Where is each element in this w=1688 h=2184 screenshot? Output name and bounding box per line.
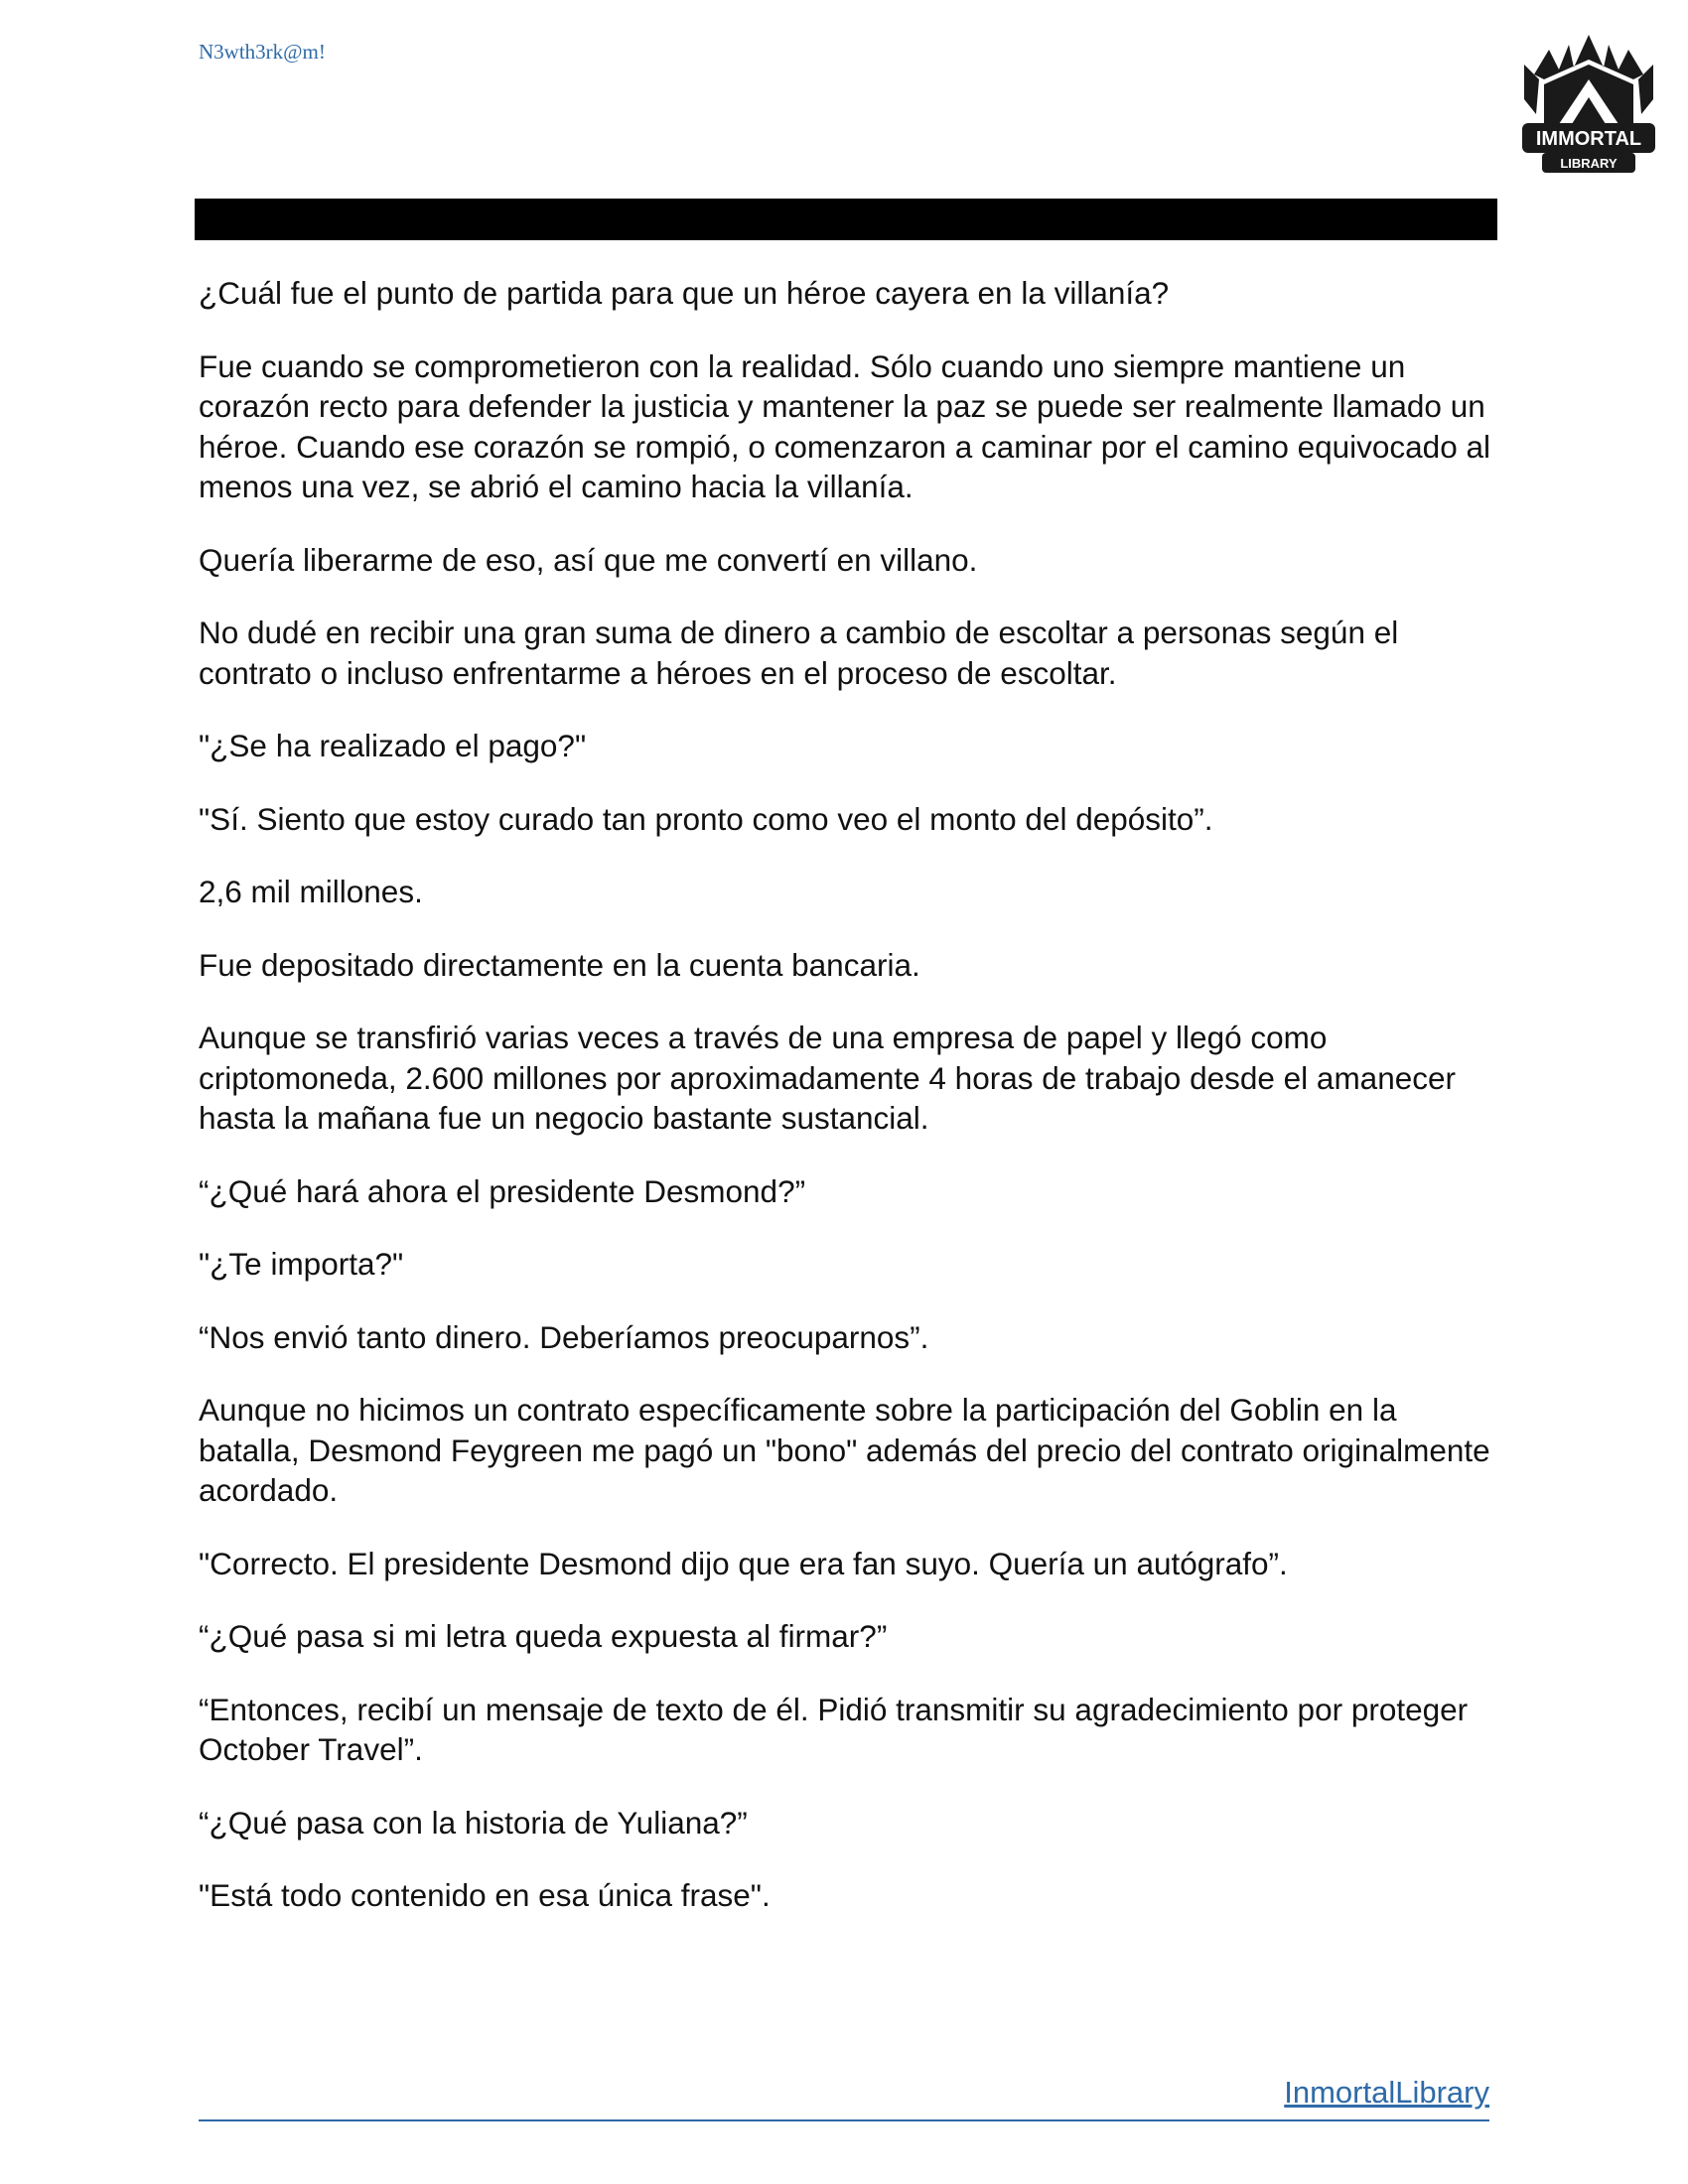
footer-link[interactable]: InmortalLibrary [1284, 2075, 1489, 2110]
paragraph: ¿Cuál fue el punto de partida para que un héroe cayera en la villanía? [199, 275, 1170, 311]
paragraph: "¿Te importa?" [199, 1246, 404, 1282]
paragraph: 2,6 mil millones. [199, 874, 423, 909]
paragraph: "Está todo contenido en esa única frase". [199, 1877, 771, 1913]
paragraph: “¿Qué hará ahora el presidente Desmond?” [199, 1172, 806, 1209]
paragraph: Aunque se transfirió varias veces a través de una empresa de papel y llegó como criptomoneda, 2.600 millones por aproximadamente 4 horas de trabajo desde el amanecer hasta la mañana fue un negocio bastante sustancial. [199, 1020, 1456, 1136]
immortal-library-logo [1514, 20, 1663, 179]
title-bar [195, 199, 1497, 240]
document-body [199, 273, 1499, 1949]
logo-text-library: LIBRARY [1560, 156, 1618, 171]
paragraph: "Correcto. El presidente Desmond dijo que era fan suyo. Quería un autógrafo”. [199, 1545, 1288, 1581]
paragraph: "Sí. Siento que estoy curado tan pronto como veo el monto del depósito”. [199, 800, 1213, 837]
footer [199, 2075, 1489, 2121]
paragraph: No dudé en recibir una gran suma de dinero a cambio de escoltar a personas según el contrato o incluso enfrentarme a héroes en el proceso de escoltar. [199, 614, 1399, 691]
paragraph: “¿Qué pasa si mi letra queda expuesta al firmar?” [199, 1618, 888, 1654]
paragraph: “Entonces, recibí un mensaje de texto de él. Pidió transmitir su agradecimiento por proteger October Travel”. [199, 1691, 1469, 1767]
paragraph: Fue depositado directamente en la cuenta bancaria. [199, 946, 920, 983]
paragraph: Aunque no hicimos un contrato específicamente sobre la participación del Goblin en la batalla, Desmond Feygreen me pagó un "bono" además del precio del contrato originalmente acordado. [199, 1392, 1490, 1508]
paragraph: “Nos envió tanto dinero. Deberíamos preocuparnos”. [199, 1318, 929, 1355]
paragraph: Fue cuando se comprometieron con la realidad. Sólo cuando uno siempre mantiene un corazón recto para defender la justicia y mantener la paz se puede ser realmente llamado un héroe. Cuando ese corazón se rompió, o comenzaron a caminar por el camino equivocado al menos una vez, se abrió el camino hacia la villanía. [199, 347, 1490, 504]
paragraph: “¿Qué pasa con la historia de Yuliana?” [199, 1804, 748, 1841]
paragraph: Quería liberarme de eso, así que me convertí en villano. [199, 541, 978, 578]
logo-text-immortal: IMMORTAL [1535, 128, 1642, 150]
paragraph: "¿Se ha realizado el pago?" [199, 728, 587, 763]
header-tag: N3wth3rk@m! [199, 40, 326, 64]
